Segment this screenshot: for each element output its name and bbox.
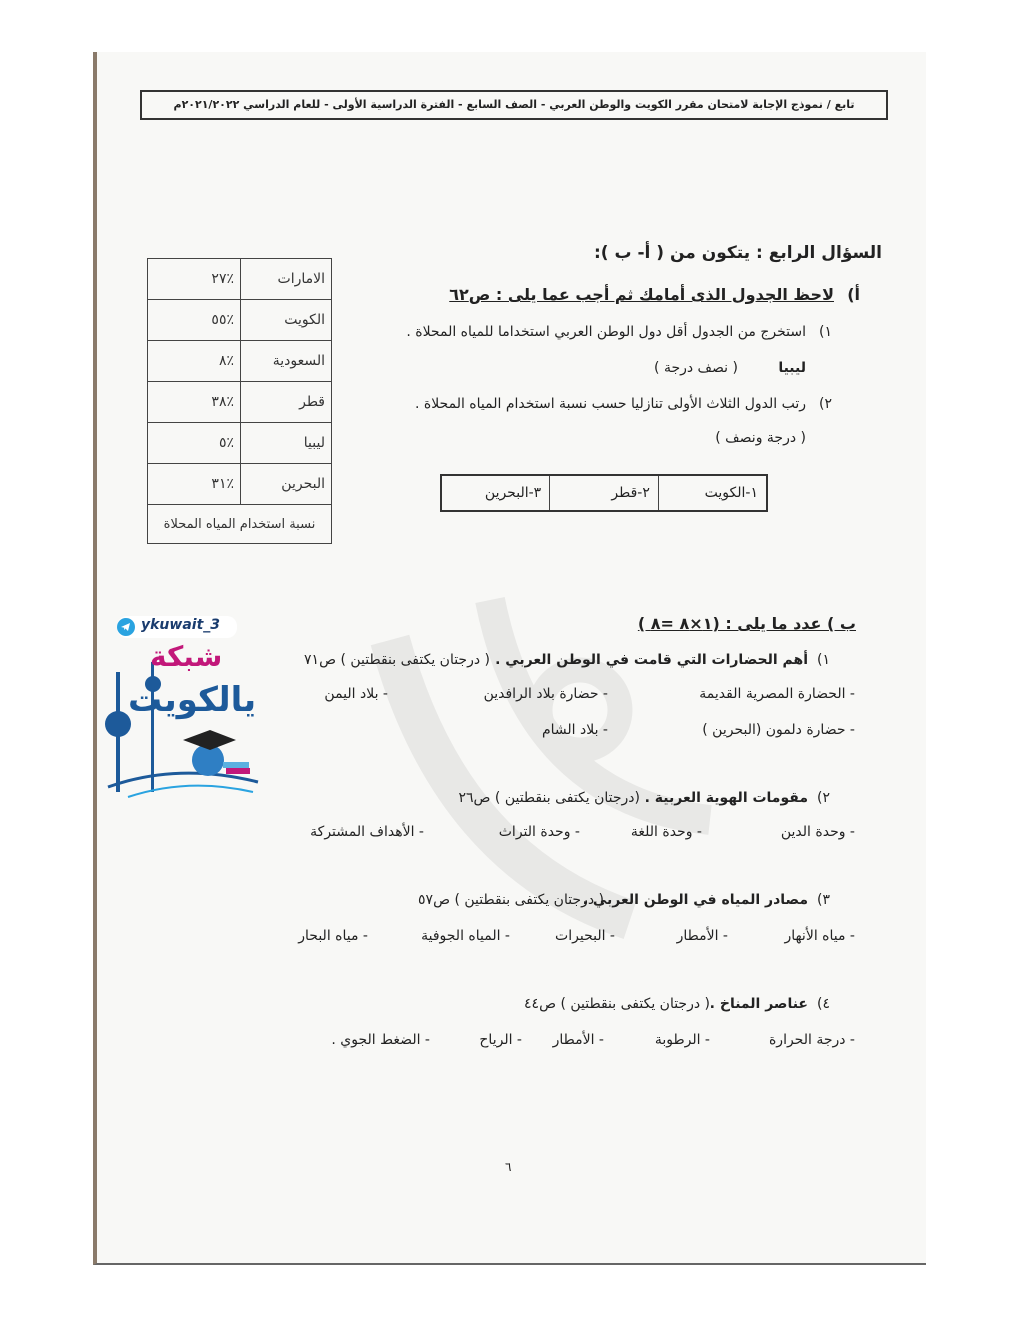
country-cell: السعودية bbox=[241, 341, 332, 382]
value-cell: ٪٥ bbox=[148, 423, 241, 464]
table-row bbox=[148, 341, 332, 382]
value-cell: ٪٨ bbox=[148, 341, 241, 382]
table-footer: نسبة استخدام المياه المحلاة bbox=[148, 505, 332, 544]
country-cell: قطر bbox=[241, 382, 332, 423]
table-row bbox=[148, 382, 332, 423]
part-a-q1-mark: ( نصف درجة ) bbox=[654, 360, 738, 376]
ranking-table bbox=[440, 474, 768, 512]
answer: بلاد اليمن bbox=[324, 686, 379, 702]
part-b-title: ب ) عدد ما يلى : (١×٨ =٨ ) bbox=[637, 614, 856, 633]
answer: المياه الجوفية bbox=[421, 928, 501, 944]
part-b-item-3-number: ٣) bbox=[817, 892, 830, 908]
answer: الأمطار bbox=[552, 1032, 595, 1048]
part-b-item-4-note: ( درجتان يكتفى بنقطتين ) ص٤٤ bbox=[524, 996, 710, 1012]
part-a-q1-answer: ليبيا bbox=[778, 360, 806, 376]
country-cell: البحرين bbox=[241, 464, 332, 505]
value-cell: ٪٥٥ bbox=[148, 300, 241, 341]
part-b-item-1-note: ( درجتان يكتفى بنقطتين ) ص٧١ bbox=[304, 652, 490, 668]
answer: بلاد الشام bbox=[541, 722, 599, 738]
table-row bbox=[148, 423, 332, 464]
answer: مياه الأنهار bbox=[784, 928, 846, 944]
value-cell: ٪٢٧ bbox=[148, 259, 241, 300]
part-b-item-3-note: ( درجتان يكتفى بنقطتين ) ص٥٧ bbox=[418, 892, 604, 908]
table-row bbox=[148, 300, 332, 341]
part-b-item-4-heading: عناصر المناخ . bbox=[709, 996, 808, 1012]
part-a-q1-number: ١) bbox=[819, 324, 832, 340]
value-cell: ٪٣٨ bbox=[148, 382, 241, 423]
ranking-cell: ١-الكويت bbox=[658, 475, 767, 511]
answer: الأهداف المشتركة bbox=[310, 824, 415, 840]
part-a-instruction: لاحظ الجدول الذى أمامك ثم أجب عما يلى : ص٦٢ bbox=[449, 285, 834, 304]
page-number: ٦ bbox=[505, 1160, 512, 1174]
question-4-title: السؤال الرابع : يتكون من ( أ- ب ): bbox=[593, 243, 882, 263]
country-cell: الكويت bbox=[241, 300, 332, 341]
answer: حضارة بلاد الرافدين bbox=[483, 686, 599, 702]
desalinated-water-table bbox=[147, 258, 332, 544]
country-cell: الامارات bbox=[241, 259, 332, 300]
ranking-cell: ٣-البحرين bbox=[441, 475, 550, 511]
answer: حضارة دلمون (البحرين ) bbox=[702, 722, 846, 738]
value-cell: ٪٣١ bbox=[148, 464, 241, 505]
telegram-handle: ykuwait_3 bbox=[141, 617, 221, 633]
answer: وحدة الدين bbox=[780, 824, 846, 840]
answer: مياه البحار bbox=[298, 928, 359, 944]
exam-header: تابع / نموذج الإجابة لامتحان مقرر الكويت والوطن العربي - الصف السابع - الفترة الدراسية الأولى - للعام الدراسي ٢٠٢١/٢٠٢٢م bbox=[140, 90, 888, 120]
country-cell: ليبيا bbox=[241, 423, 332, 464]
part-b-item-1-number: ١) bbox=[817, 652, 830, 668]
answer: الضغط الجوي . bbox=[331, 1032, 421, 1048]
part-a-q2-text: رتب الدول الثلاث الأولى تنازليا حسب نسبة استخدام المياه المحلاة . bbox=[414, 396, 806, 412]
part-b-item-2-heading: مقومات الهوية العربية . bbox=[644, 790, 808, 806]
answer: وحدة اللغة bbox=[630, 824, 693, 840]
ranking-cell: ٢-قطر bbox=[550, 475, 659, 511]
table-row bbox=[148, 259, 332, 300]
answer: درجة الحرارة bbox=[768, 1032, 846, 1048]
part-b-item-2-note: (درجتان يكتفى بنقطتين ) ص٢٦ bbox=[458, 790, 640, 806]
answer: الرطوبة bbox=[654, 1032, 701, 1048]
answer: الرياح bbox=[479, 1032, 513, 1048]
answer: الحضارة المصرية القديمة bbox=[699, 686, 846, 702]
part-b-item-2-number: ٢) bbox=[817, 790, 830, 806]
table-footer-row bbox=[148, 505, 332, 544]
part-a-q2-number: ٢) bbox=[819, 396, 832, 412]
part-b-item-4-number: ٤) bbox=[817, 996, 830, 1012]
part-b-item-1-heading: أهم الحضارات التي قامت في الوطن العربي . bbox=[495, 652, 808, 668]
brand-word-1: شبكة bbox=[150, 640, 223, 673]
answer: الأمطار bbox=[676, 928, 719, 944]
part-b-item-3-heading: مصادر المياه في الوطن العربي . bbox=[582, 892, 808, 908]
part-a-q2-mark: ( درجة ونصف ) bbox=[715, 430, 806, 446]
table-row bbox=[148, 464, 332, 505]
brand-word-2: يالكويت bbox=[128, 680, 257, 720]
part-a-q1-text: استخرج من الجدول أقل دول الوطن العربي استخداما للمياه المحلاة . bbox=[406, 324, 806, 340]
answer: وحدة التراث bbox=[498, 824, 571, 840]
answer: البحيرات bbox=[555, 928, 606, 944]
part-a-label: أ) bbox=[847, 285, 860, 304]
